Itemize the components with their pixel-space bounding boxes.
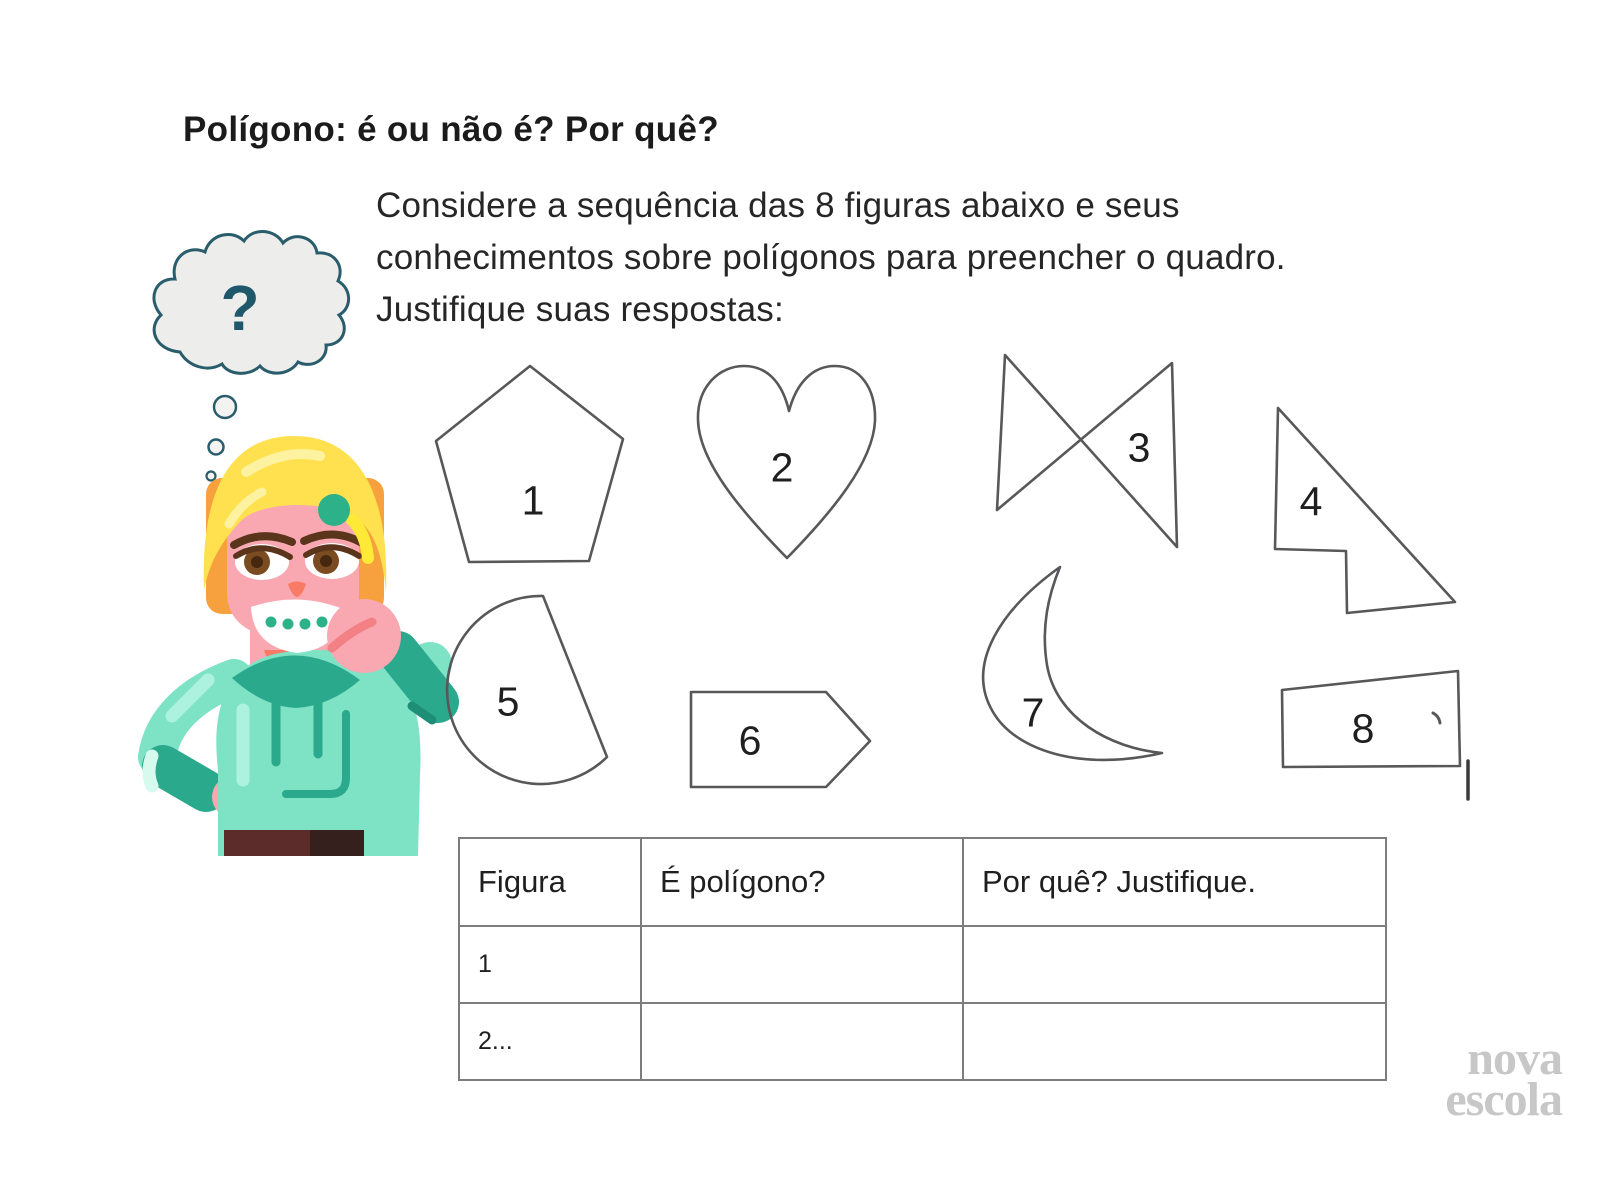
row1-e-poligono-cell[interactable] — [641, 926, 963, 1003]
page-title: Polígono: é ou não é? Por quê? — [183, 110, 719, 149]
bubble-trail-1 — [214, 396, 236, 418]
hand-on-chin — [327, 599, 401, 673]
table-header-figura: Figura — [459, 838, 641, 926]
table-header-row — [459, 838, 1386, 926]
belt-right — [310, 830, 364, 856]
bubble-trail-3 — [207, 472, 216, 481]
table-row-2 — [459, 1003, 1386, 1080]
bubble-trail-2 — [209, 440, 224, 455]
figure-label-2: 2 — [770, 444, 794, 491]
table-header-e-poligono: É polígono? — [641, 838, 963, 926]
instructions-line-2: conhecimentos sobre polígonos para preencher o quadro. — [376, 238, 1286, 277]
row2-justificativa-cell[interactable] — [963, 1003, 1386, 1080]
stray-tick-mark — [1433, 713, 1440, 723]
figure-label-7: 7 — [1021, 689, 1045, 736]
half-disc-shape — [447, 596, 607, 784]
row1-justificativa-cell[interactable] — [963, 926, 1386, 1003]
table-row-1 — [459, 926, 1386, 1003]
braces-dot-3 — [300, 619, 311, 630]
answers-table — [458, 837, 1387, 1081]
belt-left — [224, 830, 310, 856]
hair-clip — [318, 494, 350, 526]
arrow-tag-shape — [691, 692, 870, 787]
logo-line-1: nova — [1467, 1032, 1562, 1085]
instructions — [376, 180, 1286, 336]
nova-escola-logo — [1445, 1032, 1562, 1126]
question-mark: ? — [220, 272, 260, 344]
figure-label-3: 3 — [1127, 424, 1151, 471]
braces-dot-4 — [317, 617, 328, 628]
pentagon-shape — [436, 366, 623, 562]
figure-label-6: 6 — [738, 717, 762, 764]
row2-e-poligono-cell[interactable] — [641, 1003, 963, 1080]
elbow-highlight — [149, 756, 152, 786]
table-header-justificativa: Por quê? Justifique. — [963, 838, 1386, 926]
braces-dot-1 — [266, 617, 277, 628]
logo-line-2: escola — [1445, 1073, 1562, 1126]
figures-group — [436, 355, 1468, 799]
braces-dot-2 — [283, 619, 294, 630]
instructions-line-1: Considere a sequência das 8 figuras abaixo e seus — [376, 186, 1180, 225]
figure-label-5: 5 — [496, 678, 520, 725]
crescent-shape — [983, 567, 1162, 760]
instructions-line-3: Justifique suas respostas: — [376, 290, 784, 329]
figure-label-8: 8 — [1351, 705, 1375, 752]
figure-label-4: 4 — [1299, 478, 1323, 525]
figure-label-1: 1 — [521, 477, 545, 524]
student-character-illustration — [149, 436, 438, 856]
row2-figura-cell: 2... — [459, 1003, 641, 1080]
right-pupil — [320, 555, 332, 567]
left-pupil — [251, 556, 263, 568]
row1-figura-cell: 1 — [459, 926, 641, 1003]
left-cuff — [163, 766, 206, 791]
